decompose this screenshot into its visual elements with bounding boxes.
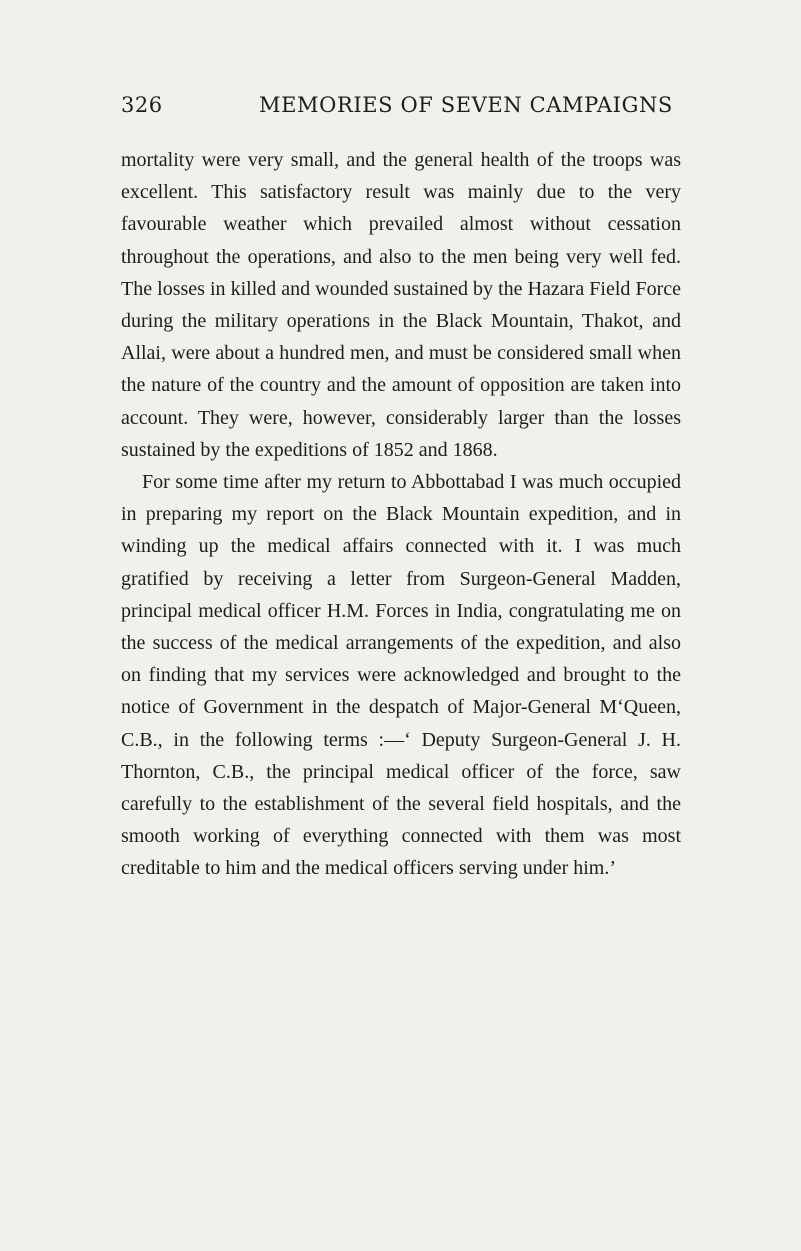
body-text (121, 144, 681, 885)
running-title: MEMORIES OF SEVEN CAMPAIGNS (259, 93, 673, 117)
page-header (121, 93, 681, 129)
paragraph-1: mortality were very small, and the general health of the troops was excellent. This satisfactory result was mainly due to the very favourable weather which prevailed almost without cessation throughout the operations, and also to the men being very well fed. The losses in killed and wounded sustained by the Hazara Field Force during the military operations in the Black Mountain, Thakot, and Allai, were about a hundred men, and must be considered small when the nature of the country and the amount of opposition are taken into account. They were, however, considerably larger than the losses sustained by the expeditions of 1852 and 1868. (121, 149, 681, 461)
page-number: 326 (121, 93, 163, 117)
paragraph-2: For some time after my return to Abbottabad I was much occupied in preparing my report on the Black Mountain expedition, and in winding up the medical affairs connected with it. I was much gratified by receiving a letter from Surgeon-General Madden, principal medical officer H.M. Forces in India, congratulating me on the success of the medical arrangements of the expedition, and also on finding that my services were acknowledged and brought to the notice of Government in the despatch of Major-General M‘Queen, C.B., in the following terms :—‘ Deputy Surgeon-General J. H. Thornton, C.B., the principal medical officer of the force, saw carefully to the establishment of the several field hospitals, and the smooth working of everything connected with them was most creditable to him and the medical officers serving under him.’ (121, 471, 681, 880)
